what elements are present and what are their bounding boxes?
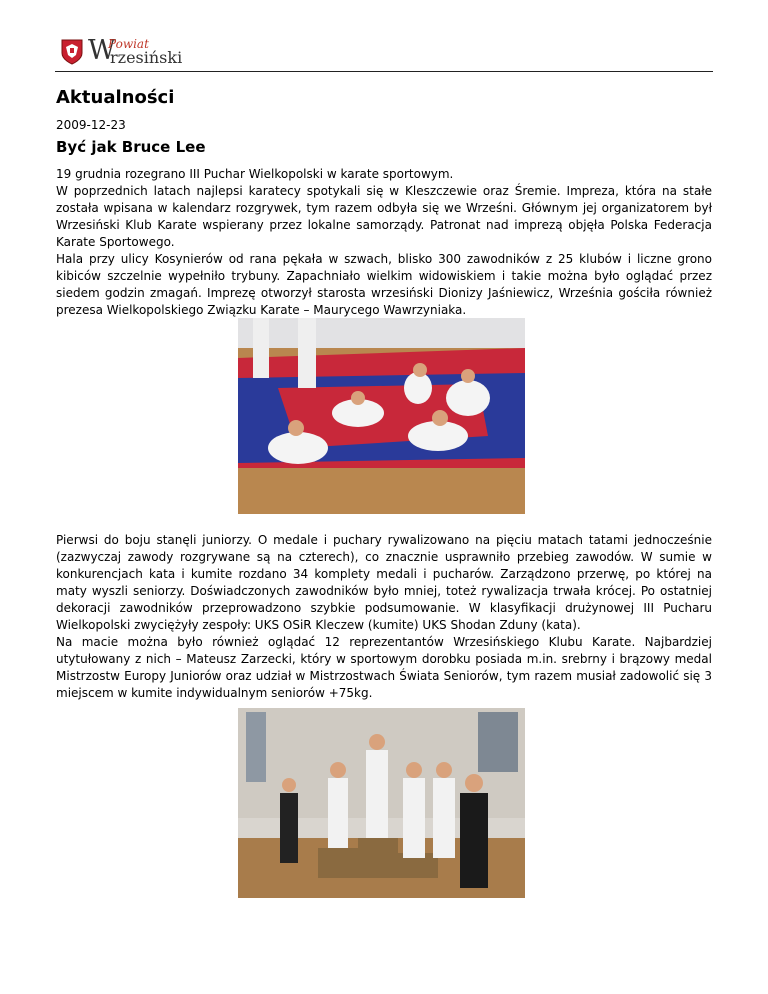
photo-karate-juniors bbox=[238, 318, 525, 514]
logo-rzesinski: rzesiński bbox=[110, 48, 183, 67]
text-line: 19 grudnia rozegrano III Puchar Wielkopolski w karate sportowym. bbox=[56, 167, 454, 181]
header-logo[interactable] bbox=[60, 36, 188, 68]
header-divider bbox=[55, 71, 713, 72]
text-line: W poprzednich latach najlepsi karatecy spotykali się w Kleszczewie oraz Śremie. Impreza, która na stałe została wpisana w kalendarz rozgrywek, tym razem odbyła się we Wrześni. Głównym jej organizatorem był Wrzesiński Klub Karate wspierany przez lokalne samorządy. Patronat nad imprezą objęła Polska Federacja Karate Sportowego. bbox=[56, 184, 712, 249]
page-title: Aktualności bbox=[56, 87, 175, 108]
logo-wordmark bbox=[88, 37, 188, 67]
logo-letter-w: W bbox=[88, 35, 116, 66]
text-line: Na macie można było również oglądać 12 reprezentantów Wrzesińskiego Klubu Karate. Najbardziej utytułowany z nich – Mateusz Zarzecki, który w sportowym dorobku posiada m.in. srebrny i brązowy medal Mistrzostw Europy Juniorów oraz udział w Mistrzostwach Świata Seniorów, tym razem musiał zadowolić się 3 miejscem w kumite indywidualnym seniorów +75kg. bbox=[56, 635, 712, 700]
article-paragraph-1 bbox=[56, 166, 712, 319]
crest-icon bbox=[60, 38, 84, 66]
text-line: Pierwsi do boju stanęli juniorzy. O medale i puchary rywalizowano na pięciu matach tatami jednocześnie (zazwyczaj zawody rozgrywane są na czterech), co znacznie usprawniło przebieg zawodów. W sumie w konkurencjach kata i kumite rozdano 34 komplety medali i pucharów. Zarządzono przerwę, po której na maty wyszli seniorzy. Doświadczonych zawodników było mniej, toteż rywalizacja trwała krócej. Po ostatniej dekoracji zawodników przeprowadzono szybkie podsumowanie. W klasyfikacji drużynowej III Pucharu Wielkopolski zwyciężyły zespoły: UKS OSiR Kleczew (kumite) UKS Shodan Zduny (kata). bbox=[56, 533, 712, 632]
article-paragraph-2 bbox=[56, 532, 712, 702]
text-line: Hala przy ulicy Kosynierów od rana pękała w szwach, blisko 300 zawodników z 25 klubów i liczne grono kibiców szczelnie wypełniło trybuny. Zapachniało wielkim widowiskiem i takie można było oglądać przez siedem godzin zmagań. Imprezę otworzył starosta wrzesiński Dionizy Jaśniewicz, Września gościła również prezesa Wielkopolskiego Związku Karate – Maurycego Wawrzyniaka. bbox=[56, 252, 712, 317]
article-date: 2009-12-23 bbox=[56, 118, 126, 132]
article-title: Być jak Bruce Lee bbox=[56, 138, 206, 156]
logo-powiat: Powiat bbox=[108, 37, 149, 51]
photo-medal-ceremony bbox=[238, 708, 525, 898]
